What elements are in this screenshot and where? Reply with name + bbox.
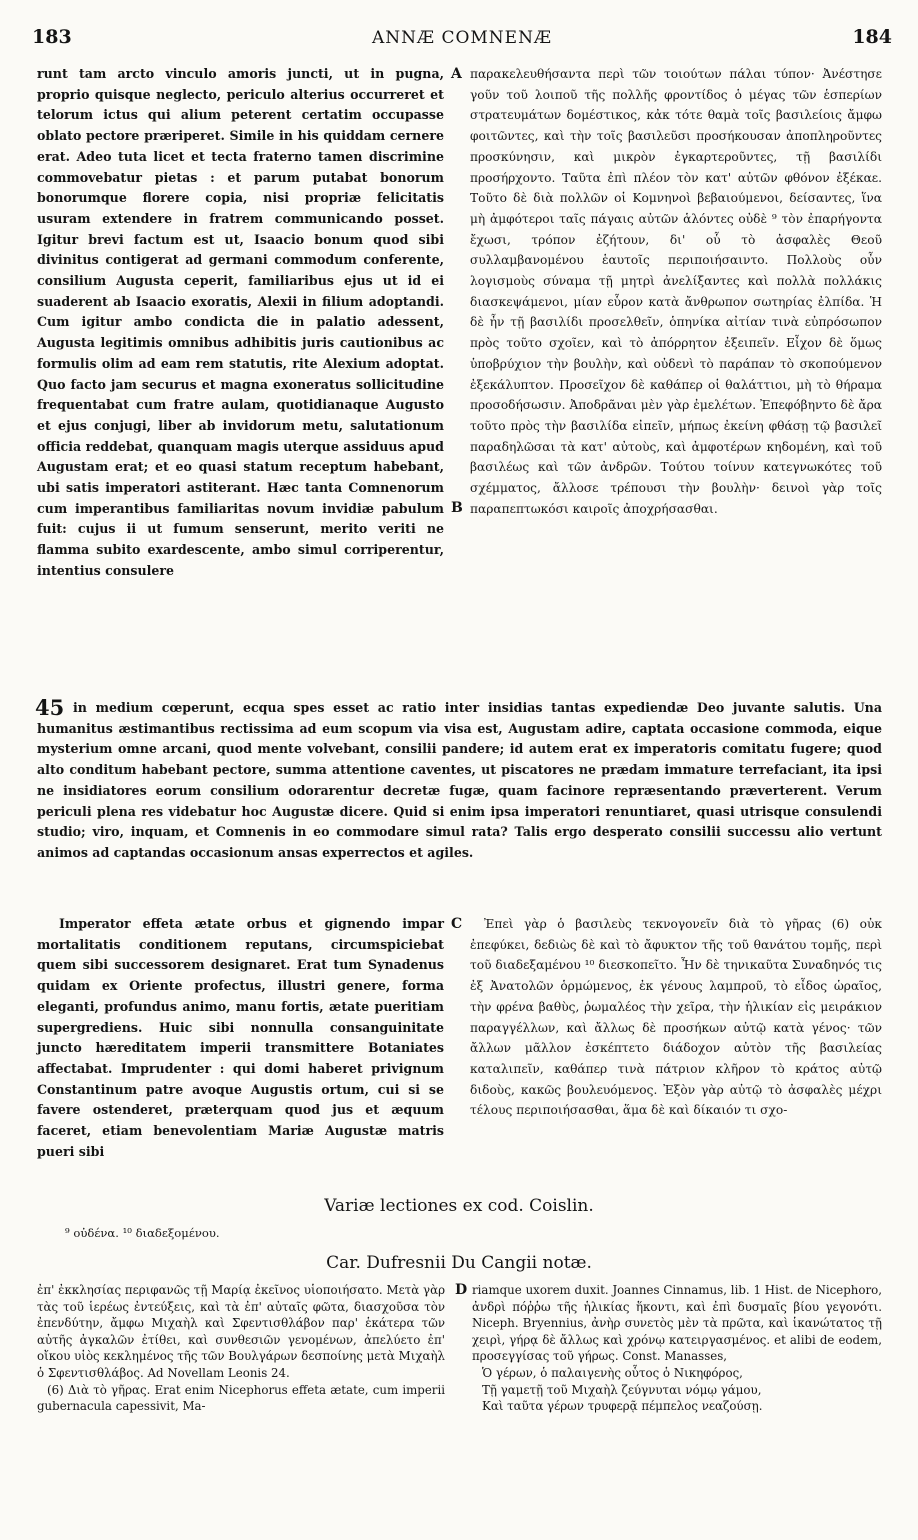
verse-line: Ὁ γέρων, ὁ παλαιγενὴς οὗτος ὁ Νικηφόρος,: [482, 1365, 743, 1380]
notes-left-column: [37, 1282, 445, 1415]
margin-marker-a: A: [451, 66, 462, 82]
margin-marker-d: D: [455, 1282, 468, 1298]
page-header: [32, 26, 892, 60]
latin-full-width: [35, 695, 882, 864]
latin-paragraph-full: in medium cœperunt, ecqua spes esset ac ratio inter insidias tantas expediendæ Deo juvante salutis. Una humanitus æstimantibus rectissima ad eum scopum via visa est, Augustam adire, captata occasione commoda, eique mysterium omne arcani, quod mente volvebant, consilii pandere; id autem erat ex imperatoris comitatu fugere; quod alto conditum habebant pectore, summa attentione caventes, ut piscatores ne prædam immature terrefaciant, ita ipsi ne insidiatores eorum consilium odorarentur decretæ fugæ, quam facinore repræsentando præverterent. Verum periculi plena res videbatur hoc Augustæ dicere. Quid si enim ipsa imperatori renuntiaret, quasi utrisque consulendi studio; viro, inquam, et Comnenis in eo commodare simul rata? Talis ergo desperato consilii successu alio vertunt animos ad captandas occasionum ansas experrectos et agiles.: [37, 700, 882, 860]
note-6: (6) Διὰ τὸ γῆρας. Erat enim Nicephorus effeta ætate, cum imperii gubernacula capessivit, Ma-: [37, 1382, 445, 1414]
section-number: 45: [35, 695, 65, 720]
margin-marker-b: B: [451, 500, 463, 516]
greek-column-bottom: [470, 914, 882, 1121]
verse-line: Τῇ γαμετῇ τοῦ Μιχαὴλ ζεύγνυται νόμῳ γάμου,: [482, 1382, 762, 1397]
verse-line: Καὶ ταῦτα γέρων τρυφερᾷ πέμπελος νεαζούσῃ.: [482, 1399, 763, 1414]
latin-paragraph-top: runt tam arcto vinculo amoris juncti, ut in pugna, proprio quisque neglecto, periculo alterius occurreret et telorum ictus qui alium peterent certatim occupasse oblato pectore præriperet. Simile in his quiddam cernere erat. Adeo tuta licet et tecta fraterno tamen discrimine commovebatur pietas : et parum putabat bonorum bonorumque florere copia, nisi propriæ felicitatis usuram extendere in fratrem communicando posset. Igitur brevi factum est ut, Isaacio bonum quod sibi divinitus contigerat ad germani commodum conferente, consilium Augusta ceperit, familiaribus ejus ut id ei suaderent ab Isaacio exoratis, Alexii in filium adoptandi. Cum igitur ambo condicta die in palatio adessent, Augusta legitimis omnibus adhibitis juris cautionibus ac formulis olim ad eam rem statutis, rite Alexium adoptat. Quo facto jam securus et magna exoneratus sollicitudine frequentabat cum fratre aulam, quotidianaque Augusto et ejus conjugi, liber ab invidorum metu, salutationum officia reddebat, quanquam magis uterque assiduus apud Augustam erat; et eo quasi statum receptum habebant, ubi satis imperatori astiterant. Hæc tanta Comnenorum cum imperantibus familiaritas novum invidiæ pabulum fuit: cujus ii ut fumum senserunt, merito veriti ne flamma subito exardescente, ambo simul corriperentur, intentius consulere: [37, 66, 444, 578]
notes-left-text: ἐπ' ἐκκλησίας περιφανῶς τῇ Μαρίᾳ ἐκεῖνος υἱοποιήσατο. Μετὰ γὰρ τὰς τοῦ ἱερέως ἐντεύξεις, καὶ τὰ ἐπ' αὐταῖς φῶτα, διασχοῦσα τὸν ἐπενδύτην, ἄμφω Μιχαὴλ καὶ Σφεντισθλάβον παρ' ἑκάτερα τῶν αὐτῆς ἀγκαλῶν ἐτίθει, καὶ συνθεσιῶν γενομένων, ἀπελύετο ἐπ' οἴκου υἱὸς κεκλημένος τῆς τῶν Βουλγάρων δεσποίνης μετὰ Μιχαὴλ ὁ Σφεντισθλάβος. Ad Novellam Leonis 24.: [37, 1283, 445, 1380]
latin-column-top: [37, 64, 444, 582]
notes-right-column: [472, 1282, 882, 1415]
margin-marker-c: C: [451, 916, 463, 932]
running-title: ANNÆ COMNENÆ: [372, 28, 552, 48]
variae-lectiones-text: ⁹ οὐδένα. ¹⁰ διαδεξομένου.: [65, 1226, 220, 1240]
greek-column-top: [470, 64, 882, 519]
greek-paragraph-top: παρακελευθήσαντα περὶ τῶν τοιούτων πάλαι τύπον· Ἀνέστησε γοῦν τοῦ λοιποῦ τῆς πολλῆς φροντίδος ὁ μέγας τῶν ἑσπερίων στρατευμάτων δομέστικος, κἀκ τότε θαμὰ τοῖς βασιλείοις ἄμφω φοιτῶντες, καὶ τὴν τοῖς βασιλεῦσι προσήκουσαν ἀποπληροῦντες προσκύνησιν, καὶ μικρὸν ἐγκαρτεροῦντες, τῇ βασιλίδι προσήρχοντο. Ταῦτα ἐπὶ πλέον τὸν κατ' αὐτῶν φθόνον ἐξέκαε. Τοῦτο δὲ διὰ πολλῶν οἱ Κομνηνοὶ βεβαιούμενοι, δείσαντες, ἵνα μὴ ἀμφότεροι ταῖς πάγαις αὐτῶν ἁλόντες οὐδὲ ⁹ τὸν ἐπαρήγοντα ἔχωσι, τρόπον ἐζήτουν, δι' οὗ τὸ ἀσφαλὲς Θεοῦ συλλαμβανομένου ἑαυτοῖς περιποιήσαιντο. Πολλοὺς οὖν λογισμοὺς σύναμα τῇ μητρὶ ἀνελίξαντες καὶ πολλὰ πολλάκις διασκεψάμενοι, μίαν εὗρον κατὰ ἄνθρωπον σωτηρίας ἐλπίδα. Ἡ δὲ ἦν τῇ βασιλίδι προσελθεῖν, ὁπηνίκα αἰτίαν τινὰ εὐπρόσωπον πρὸς τοῦτο σχοῖεν, καὶ τὸ ἀπόρρητον ἐξειπεῖν. Εἶχον δὲ ὅμως ὑποβρύχιον τὴν βουλὴν, καὶ οὐδενὶ τὸ παράπαν τὸ σκοπούμενον ἐξεκάλυπτον. Προσεῖχον δὲ καθάπερ οἱ θαλάττιοι, μὴ τὸ θήραμα προσοδήσωσιν. Ἀποδρᾶναι μὲν γὰρ ἐμελέτων. Ἐπεφόβηντο δὲ ἄρα τοῦτο πρὸς τὴν βασιλίδα εἰπεῖν, μήπως ἐκείνη φθάσῃ τῷ βασιλεῖ παραδηλῶσαι τὰ κατ' αὐτοὺς, καὶ ἀμφοτέρων κηδομένη, καὶ τοῦ βασιλέως καὶ τῶν ἀνδρῶν. Τούτου τοίνυν κατεγνωκότες τοῦ σχέμματος, ἄλλοσε τρέπουσι τὴν βουλὴν· δεινοὶ γὰρ τοῖς παραπεπτωκόσι καιροῖς ἀποχρήσασθαι.: [470, 67, 882, 516]
notes-title: Car. Dufresnii Du Cangii notæ.: [326, 1253, 592, 1273]
page-number-left: 183: [32, 26, 72, 48]
greek-paragraph-bottom: Ἐπεὶ γὰρ ὁ βασιλεὺς τεκνογονεῖν διὰ τὸ γῆρας (6) οὐκ ἐπεφύκει, δεδιὼς δὲ καὶ τὸ ἄφυκτον τῆς τοῦ θανάτου τομῆς, περὶ τοῦ διαδεξαμένου ¹⁰ διεσκοπεῖτο. Ἦν δὲ τηνικαῦτα Συναδηνός τις ἐξ Ἀνατολῶν ὁρμώμενος, ἐκ γένους λαμπροῦ, τὸ εἶδος ὡραῖος, τὴν φρένα βαθὺς, ῥωμαλέος τὴν χεῖρα, τὴν ἡλικίαν εἰς μειράκιον παραγγέλλων, καὶ ἄλλως δὲ προσήκων αὐτῷ κατὰ γένος· τῶν ἄλλων μᾶλλον ἐσκέπτετο διάδοχον αὐτὸν τῆς βασιλείας καταλιπεῖν, καθάπερ τινὰ πάτριον κλῆρον τὸ κράτος αὐτῷ διδοὺς, κακῶς βουλευόμενος. Ἐξὸν γὰρ αὐτῷ τὸ ἀσφαλὲς μέχρι τέλους περιποιήσασθαι, ἅμα δὲ καὶ δίκαιόν τι σχο-: [470, 917, 882, 1118]
latin-column-bottom: [37, 914, 444, 1162]
variae-lectiones-title: Variæ lectiones ex cod. Coislin.: [324, 1196, 594, 1216]
notes-right-text: riamque uxorem duxit. Joannes Cinnamus, lib. 1 Hist. de Nicephoro, ἀνδρὶ πόῤῥω τῆς ἡλικίας ἥκοντι, καὶ ἐπὶ δυσμαῖς βίου γεγονότι. Niceph. Bryennius, ἀνὴρ συνετὸς μὲν τὰ πρῶτα, καὶ ἱκανώτατος τῇ χειρὶ, γήρᾳ δὲ ἄλλως καὶ χρόνῳ κατειργασμένος. et alibi de eodem, προσεγγίσας τοῦ γήρως. Const. Manasses,: [472, 1283, 882, 1364]
latin-paragraph-bottom: Imperator effeta ætate orbus et gignendo impar mortalitatis conditionem reputans, circumspiciebat quem sibi successorem designaret. Erat tum Synadenus quidam ex Oriente profectus, illustri genere, forma eleganti, profundus animo, manu fortis, ætate pueritiam supergrediens. Huic sibi nonnulla consanguinitate juncto hæreditatem imperii transmittere Botaniates affectabat. Imprudenter : qui domi haberet privignum Constantinum patre avoque Augustis ortum, cui si se favere ostenderet, præterquam quod jus et æquum faceret, etiam benevolentiam Mariæ Augustæ matris pueri sibi: [37, 916, 444, 1159]
page-number-right: 184: [852, 26, 892, 48]
